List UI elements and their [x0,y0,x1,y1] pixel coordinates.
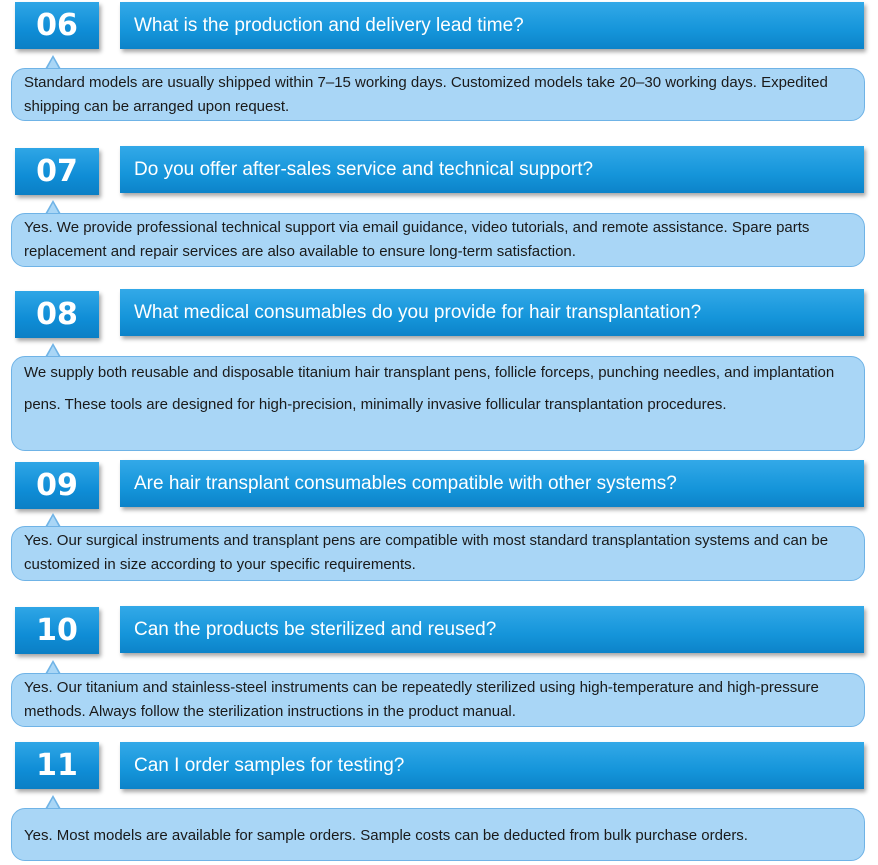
faq-answer: Standard models are usually shipped within 7–15 working days. Customized models take 20–30 working days. Expedited shipping can be arranged upon request. [11,68,865,121]
faq-question: Can the products be sterilized and reused? [120,606,864,653]
faq-answer: Yes. We provide professional technical support via email guidance, video tutorials, and remote assistance. Spare parts replacement and repair services are also available to ensure long-term satisfaction. [11,213,865,267]
faq-answer: Yes. Our titanium and stainless-steel instruments can be repeatedly sterilized using high-temperature and high-pressure methods. Always follow the sterilization instructions in the product manual. [11,673,865,727]
faq-question: Can I order samples for testing? [120,742,864,789]
faq-number-badge: 10 [15,607,99,654]
callout-pointer [45,200,61,214]
faq-number-badge: 06 [15,2,99,49]
callout-pointer [45,55,61,69]
callout-pointer [45,343,61,357]
faq-answer: Yes. Most models are available for sample orders. Sample costs can be deducted from bulk purchase orders. [11,808,865,861]
callout-pointer [45,660,61,674]
faq-number-badge: 11 [15,742,99,789]
faq-answer: We supply both reusable and disposable titanium hair transplant pens, follicle forceps, punching needles, and implantation pens. These tools are designed for high-precision, minimally invasive follicular transplantation procedures. [11,356,865,451]
faq-number-badge: 08 [15,291,99,338]
faq-number-badge: 07 [15,148,99,195]
callout-pointer [45,795,61,809]
callout-pointer [45,513,61,527]
faq-number-badge: 09 [15,462,99,509]
faq-answer: Yes. Our surgical instruments and transplant pens are compatible with most standard transplantation systems and can be customized in size according to your specific requirements. [11,526,865,581]
faq-question: What medical consumables do you provide for hair transplantation? [120,289,864,336]
faq-question: What is the production and delivery lead time? [120,2,864,49]
faq-question: Do you offer after-sales service and technical support? [120,146,864,193]
faq-question: Are hair transplant consumables compatible with other systems? [120,460,864,507]
